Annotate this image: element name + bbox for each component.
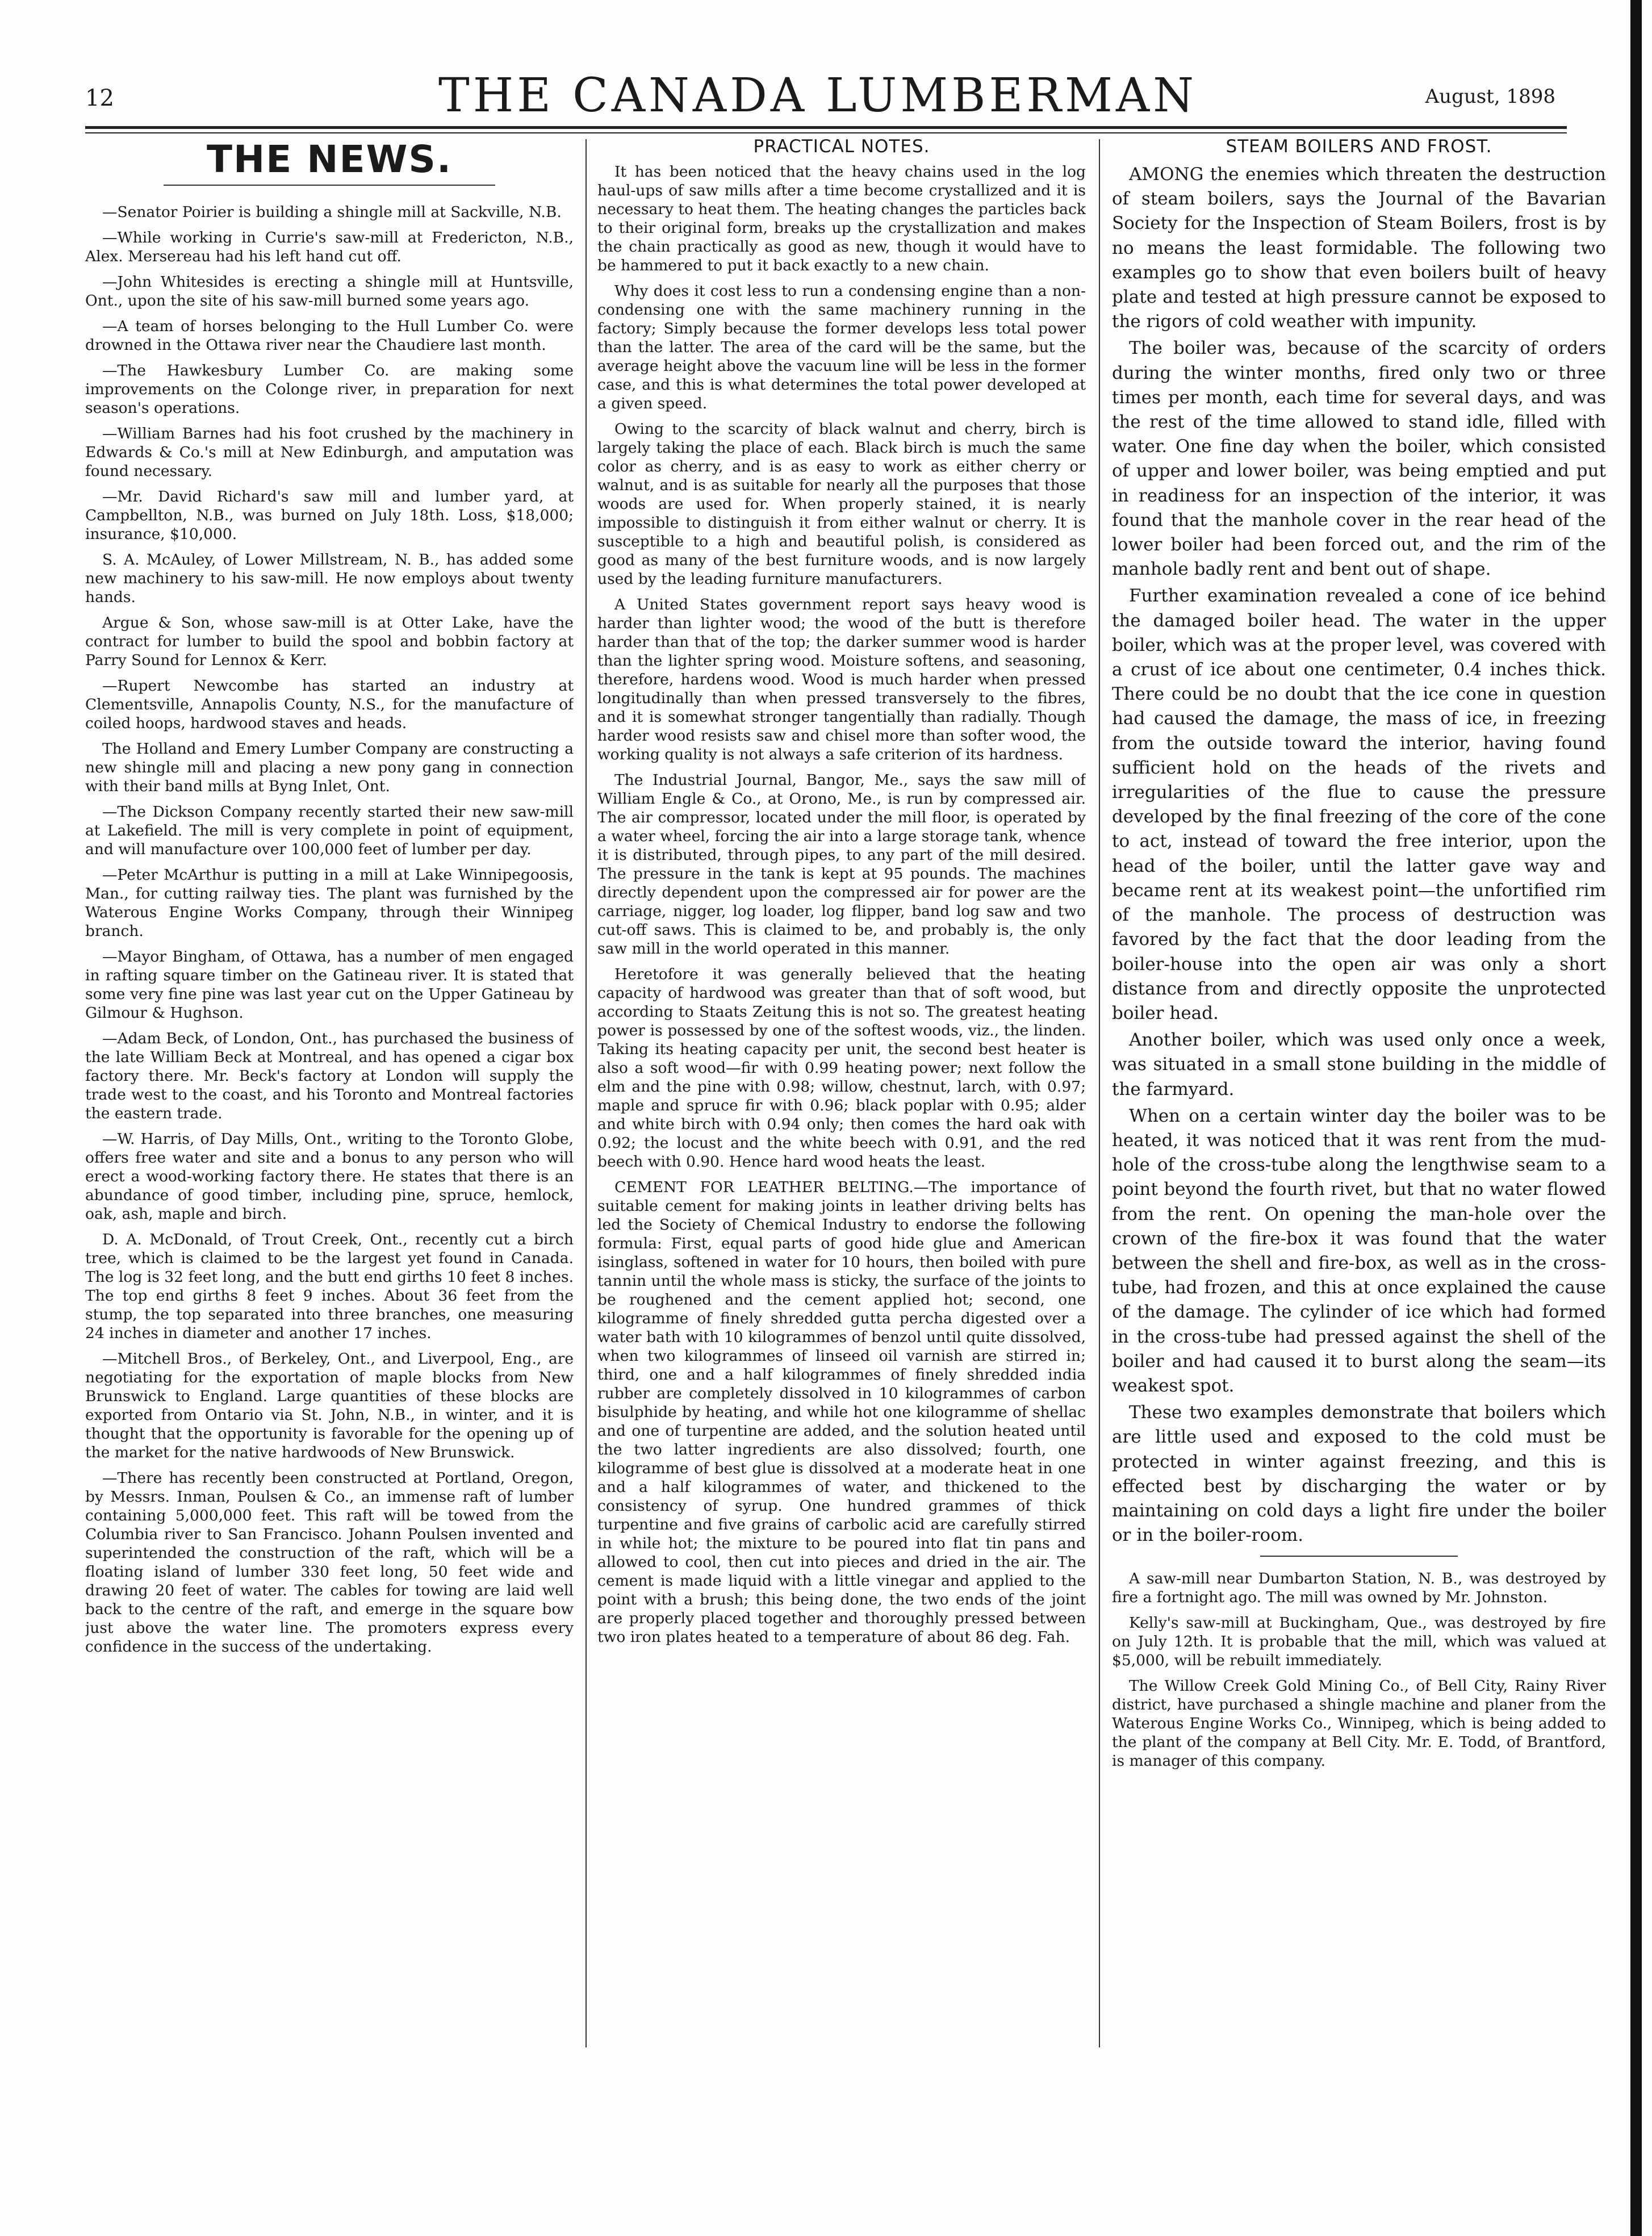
brief-item: A saw-mill near Dumbarton Station, N. B., was destroyed by fire a fortnight ago. The mill was owned by Mr. Johnston. — [1112, 1570, 1606, 1607]
news-item: —John Whitesides is erecting a shingle mill at Huntsville, Ont., upon the site of his saw-mill burned some years ago. — [85, 273, 574, 310]
briefs — [1112, 1569, 1606, 1770]
boilers-paragraph: The boiler was, because of the scarcity of orders during the winter months, fired only two or three times per month, each time for several days, and was the rest of the time allowed to stand idle, filled with water. One fine day when the boiler, which consisted of upper and lower boiler, was being emptied and put in readiness for an inspection of the interior, it was found that the manhole cover in the rear head of the lower boiler had been forced out, and the rim of the manhole badly rent and bent out of shape. — [1112, 338, 1606, 580]
section-divider — [1260, 1556, 1458, 1557]
news-item: —Adam Beck, of London, Ont., has purchased the business of the late William Beck at Montreal, and has opened a cigar box factory there. Mr. Beck's factory at London will supply the trade west to the coast, and his Toronto and Montreal factories the eastern trade. — [85, 1030, 574, 1122]
news-item: The Holland and Emery Lumber Company are constructing a new shingle mill and placing a new pony gang in connection with their band mills at Byng Inlet, Ont. — [85, 740, 574, 795]
news-item: —Mayor Bingham, of Ottawa, has a number of men engaged in rafting square timber on the Gatineau river. It is stated that some very fine pine was last year cut on the Upper Gatineau by Gilmour & Hughson. — [85, 948, 574, 1022]
news-item: —While working in Currie's saw-mill at Fredericton, N.B., Alex. Mersereau had his left hand cut off. — [85, 229, 574, 265]
column-divider-right — [1099, 139, 1100, 2047]
masthead: THE CANADA LUMBERMAN — [438, 69, 1197, 123]
page-number: 12 — [85, 85, 114, 111]
news-item: S. A. McAuley, of Lower Millstream, N. B., has added some new machinery to his saw-mill. He now employs about twenty hands. — [85, 551, 574, 606]
boilers-paragraph: AMONG the enemies which threaten the destruction of steam boilers, says the Journal of the Bavarian Society for the Inspection of Steam Boilers, frost is by no means the least formidable. The following two examples go to show that even boilers built of heavy plate and tested at high pressure cannot be exposed to the rigors of cold weather with impunity. — [1112, 164, 1606, 332]
brief-item: Kelly's saw-mill at Buckingham, Que., was destroyed by fire on July 12th. It is probable that the mill, which was valued at $5,000, will be rebuilt immediately. — [1112, 1614, 1606, 1670]
news-items — [85, 203, 574, 1656]
boilers-article — [1112, 162, 1606, 1548]
news-item: Argue & Son, whose saw-mill is at Otter Lake, have the contract for lumber to build the spool and bobbin factory at Parry Sound for Lennox & Kerr. — [85, 614, 574, 669]
news-item: —Mitchell Bros., of Berkeley, Ont., and Liverpool, Eng., are negotiating for the exportation of maple blocks from New Brunswick to England. Large quantities of these blocks are exported from Ontario via St. John, N.B., in winter, and it is thought that the opportunity is favorable for the opening up of the market for the native hardwoods of New Brunswick. — [85, 1350, 574, 1461]
practical-notes-heading: PRACTICAL NOTES. — [753, 136, 930, 157]
practical-paragraph: CEMENT FOR LEATHER BELTING.—The importance of suitable cement for making joints in leather driving belts has led the Society of Chemical Industry to endorse the following formula: First, equal parts of good hide glue and American isinglass, softened in water for 10 hours, then boiled with pure tannin until the whole mass is sticky, the surface of the joints to be roughened and the cement applied hot; second, one kilogramme of finely shredded gutta percha digested over a water bath with 10 kilogrammes of benzol until quite dissolved, when two kilogrammes of linseed oil varnish are stirred in; third, one and a half kilogrammes of finely shredded india rubber are completely dissolved in 10 kilogrammes of carbon bisulphide by heating, and while hot one kilogramme of shellac and one of turpentine are added, and the solution heated until the two latter ingredients are also dissolved; fourth, one kilogramme of best glue is dissolved at a moderate heat in one and a half kilogrammes of water, and thickened to the consistency of syrup. One hundred grammes of thick turpentine and five grains of carbolic acid are carefully stirred in while hot; the mixture to be poured into flat tin pans and allowed to cool, then cut into pieces and dried in the air. The cement is made liquid with a little vinegar and applied to the point with a brush; this being done, the two ends of the joint are properly placed together and thoroughly pressed between two iron plates heated to a temperature of about 86 deg. Fah. — [597, 1178, 1086, 1646]
news-item: —The Hawkesbury Lumber Co. are making some improvements on the Colonge river, in preparation for next season's operations. — [85, 362, 574, 417]
practical-paragraph: Heretofore it was generally believed that the heating capacity of hardwood was greater than that of soft wood, but according to Staats Zeitung this is not so. The greatest heating power is possessed by one of the softest woods, viz., the linden. Taking its heating capacity per unit, the second best heater is also a soft wood—fir with 0.99 heating power; next follow the elm and the pine with 0.98; willow, chestnut, larch, with 0.97; maple and spruce fir with 0.96; black poplar with 0.95; alder and white birch with 0.94 only; then comes the hard oak with 0.92; the locust and the white beech with 0.91, and the red beech with 0.90. Hence hard wood heats the least. — [597, 966, 1086, 1171]
news-heading: THE NEWS. — [206, 137, 453, 181]
practical-paragraph: Why does it cost less to run a condensing engine than a non-condensing one with the same machinery running in the factory; Simply because the former develops less total power than the latter. The area of the card will be the same, but the average height above the vacuum line will be less in the former case, and this is what determines the total power developed at a given speed. — [597, 282, 1086, 412]
boilers-paragraph: Another boiler, which was used only once a week, was situated in a small stone building in the middle of the farmyard. — [1112, 1030, 1606, 1100]
practical-paragraph: A United States government report says heavy wood is harder than lighter wood; the wood of the butt is therefore harder than that of the top; the darker summer wood is harder than the lighter spring wood. Moisture softens, and seasoning, therefore, hardens wood. Wood is much harder when pressed longitudinally than when pressed transversely to the fibres, and it is somewhat stronger tangentially than radially. Though harder wood resists saw and chisel more than softer wood, the working quality is not always a safe criterion of its hardness. — [597, 596, 1086, 763]
practical-paragraph: It has been noticed that the heavy chains used in the log haul-ups of saw mills after a time become crystallized and it is necessary to heat them. The heating changes the particles back to their original form, breaks up the crystallization and makes the chain practically as good as new, though it would have to be hammered to put it back exactly to a new chain. — [597, 163, 1086, 274]
news-item: —A team of horses belonging to the Hull Lumber Co. were drowned in the Ottawa river near the Chaudiere last month. — [85, 317, 574, 354]
practical-paragraph: The Industrial Journal, Bangor, Me., says the saw mill of William Engle & Co., at Orono, Me., is run by compressed air. The air compressor, located under the mill floor, is operated by a water wheel, forcing the air into a large storage tank, whence it is distributed, through pipes, to any part of the mill desired. The pressure in the tank is kept at 95 pounds. The machines directly dependent upon the compressed air for power are the carriage, nigger, log loader, log flipper, band log saw and two cut-off saws. This is claimed to be, and probably is, the only saw mill in the world operated in this manner. — [597, 771, 1086, 958]
news-item: —Rupert Newcombe has started an industry at Clementsville, Annapolis County, N.S., for the manufacture of coiled hoops, hardwood staves and heads. — [85, 677, 574, 732]
column-divider-left — [585, 139, 587, 2047]
news-item: —William Barnes had his foot crushed by the machinery in Edwards & Co.'s mill at New Edinburgh, and amputation was found necessary. — [85, 425, 574, 480]
news-item: —W. Harris, of Day Mills, Ont., writing to the Toronto Globe, offers free water and site and a bonus to any person who will erect a wood-working factory there. He states that there is an abundance of good timber, including pine, spruce, hemlock, oak, ash, maple and birch. — [85, 1130, 574, 1223]
news-heading-rule — [164, 185, 496, 186]
boilers-paragraph: These two examples demonstrate that boilers which are little used and exposed to the cold must be protected in winter against freezing, and this is effected best by discharging the water or by maintaining on cold days a light fire under the boiler or in the boiler-room. — [1112, 1402, 1606, 1546]
news-item: D. A. McDonald, of Trout Creek, Ont., recently cut a birch tree, which is claimed to be the largest yet found in Canada. The log is 32 feet long, and the butt end girths 10 feet 8 inches. The top end girths 8 feet 9 inches. About 36 feet from the stump, the top separated into three branches, one measuring 24 inches in diameter and another 17 inches. — [85, 1231, 574, 1342]
issue-date: August, 1898 — [1425, 85, 1555, 108]
news-item: —There has recently been constructed at Portland, Oregon, by Messrs. Inman, Poulsen & Co., an immense raft of lumber containing 5,000,000 feet. This raft will be towed from the Columbia river to San Francisco. Johann Poulsen invented and superintended the construction of the raft, which will be a floating island of lumber 330 feet long, 50 feet wide and drawing 20 feet of water. The cables for towing are laid well back to the centre of the raft, and emerge in the square bow just above the water line. The promoters express every confidence in the success of the undertaking. — [85, 1469, 574, 1656]
header-rule — [85, 126, 1567, 129]
news-item: —The Dickson Company recently started their new saw-mill at Lakefield. The mill is very complete in point of equipment, and will manufacture over 100,000 feet of lumber per day. — [85, 803, 574, 858]
news-column — [85, 132, 574, 1663]
brief-item: The Willow Creek Gold Mining Co., of Bell City, Rainy River district, have purchased a shingle machine and planer from the Waterous Engine Works Co., Winnipeg, which is being added to the plant of the company at Bell City. Mr. E. Todd, of Brantford, is manager of this company. — [1112, 1677, 1606, 1770]
boilers-paragraph: Further examination revealed a cone of ice behind the damaged boiler head. The water in the upper boiler, which was at the proper level, was covered with a crust of ice about one centimeter, 0.4 inches thick. There could be no doubt that the ice cone in question had caused the damage, the mass of ice, in freezing from the outside toward the interior, having found sufficient hold on the heads of the rivets and irregularities of the flue to cause the pressure developed by the final freezing of the core of the cone to act, instead of toward the free interior, upon the head of the boiler, until the latter gave way and became rent at its weakest point—the unfortified rim of the manhole. The process of destruction was favored by the fact that the door leading from the boiler-house into the open air was only a short distance from and directly opposite the unprotected boiler head. — [1112, 586, 1606, 1023]
news-item: —Peter McArthur is putting in a mill at Lake Winnipegoosis, Man., for cutting railway ties. The plant was furnished by the Waterous Engine Works Company, through their Winnipeg branch. — [85, 866, 574, 940]
boilers-paragraph: When on a certain winter day the boiler was to be heated, it was noticed that it was rent from the mud-hole of the cross-tube along the lengthwise seam to a point beyond the fourth rivet, but that no water flowed from the rent. On opening the man-hole over the crown of the fire-box it was found that the water between the shell and fire-box, as well as in the cross-tube, had frozen, and this at once explained the cause of the damage. The cylinder of ice which had formed in the cross-tube had pressed against the shell of the boiler and had caused it to burst along the seam—its weakest spot. — [1112, 1105, 1606, 1396]
news-item: —Senator Poirier is building a shingle mill at Sackville, N.B. — [102, 203, 562, 221]
boilers-column — [1112, 132, 1606, 1777]
practical-notes-column — [597, 132, 1086, 1653]
page-edge-shadow — [1630, 0, 1642, 2236]
boilers-heading: STEAM BOILERS AND FROST. — [1226, 136, 1492, 157]
news-item: —Mr. David Richard's saw mill and lumber yard, at Campbellton, N.B., was burned on July 18th. Loss, $18,000; insurance, $10,000. — [85, 488, 574, 543]
practical-paragraph: Owing to the scarcity of black walnut and cherry, birch is largely taking the place of each. Black birch is much the same color as cherry, and is as easy to work as either cherry or walnut, and is as suitable for nearly all the purposes that those woods are used for. When properly stained, it is nearly impossible to distinguish it from either walnut or cherry. It is susceptible to a high and beautiful polish, is considered as good as many of the best furniture woods, and is now largely used by the leading furniture manufacturers. — [597, 420, 1086, 588]
